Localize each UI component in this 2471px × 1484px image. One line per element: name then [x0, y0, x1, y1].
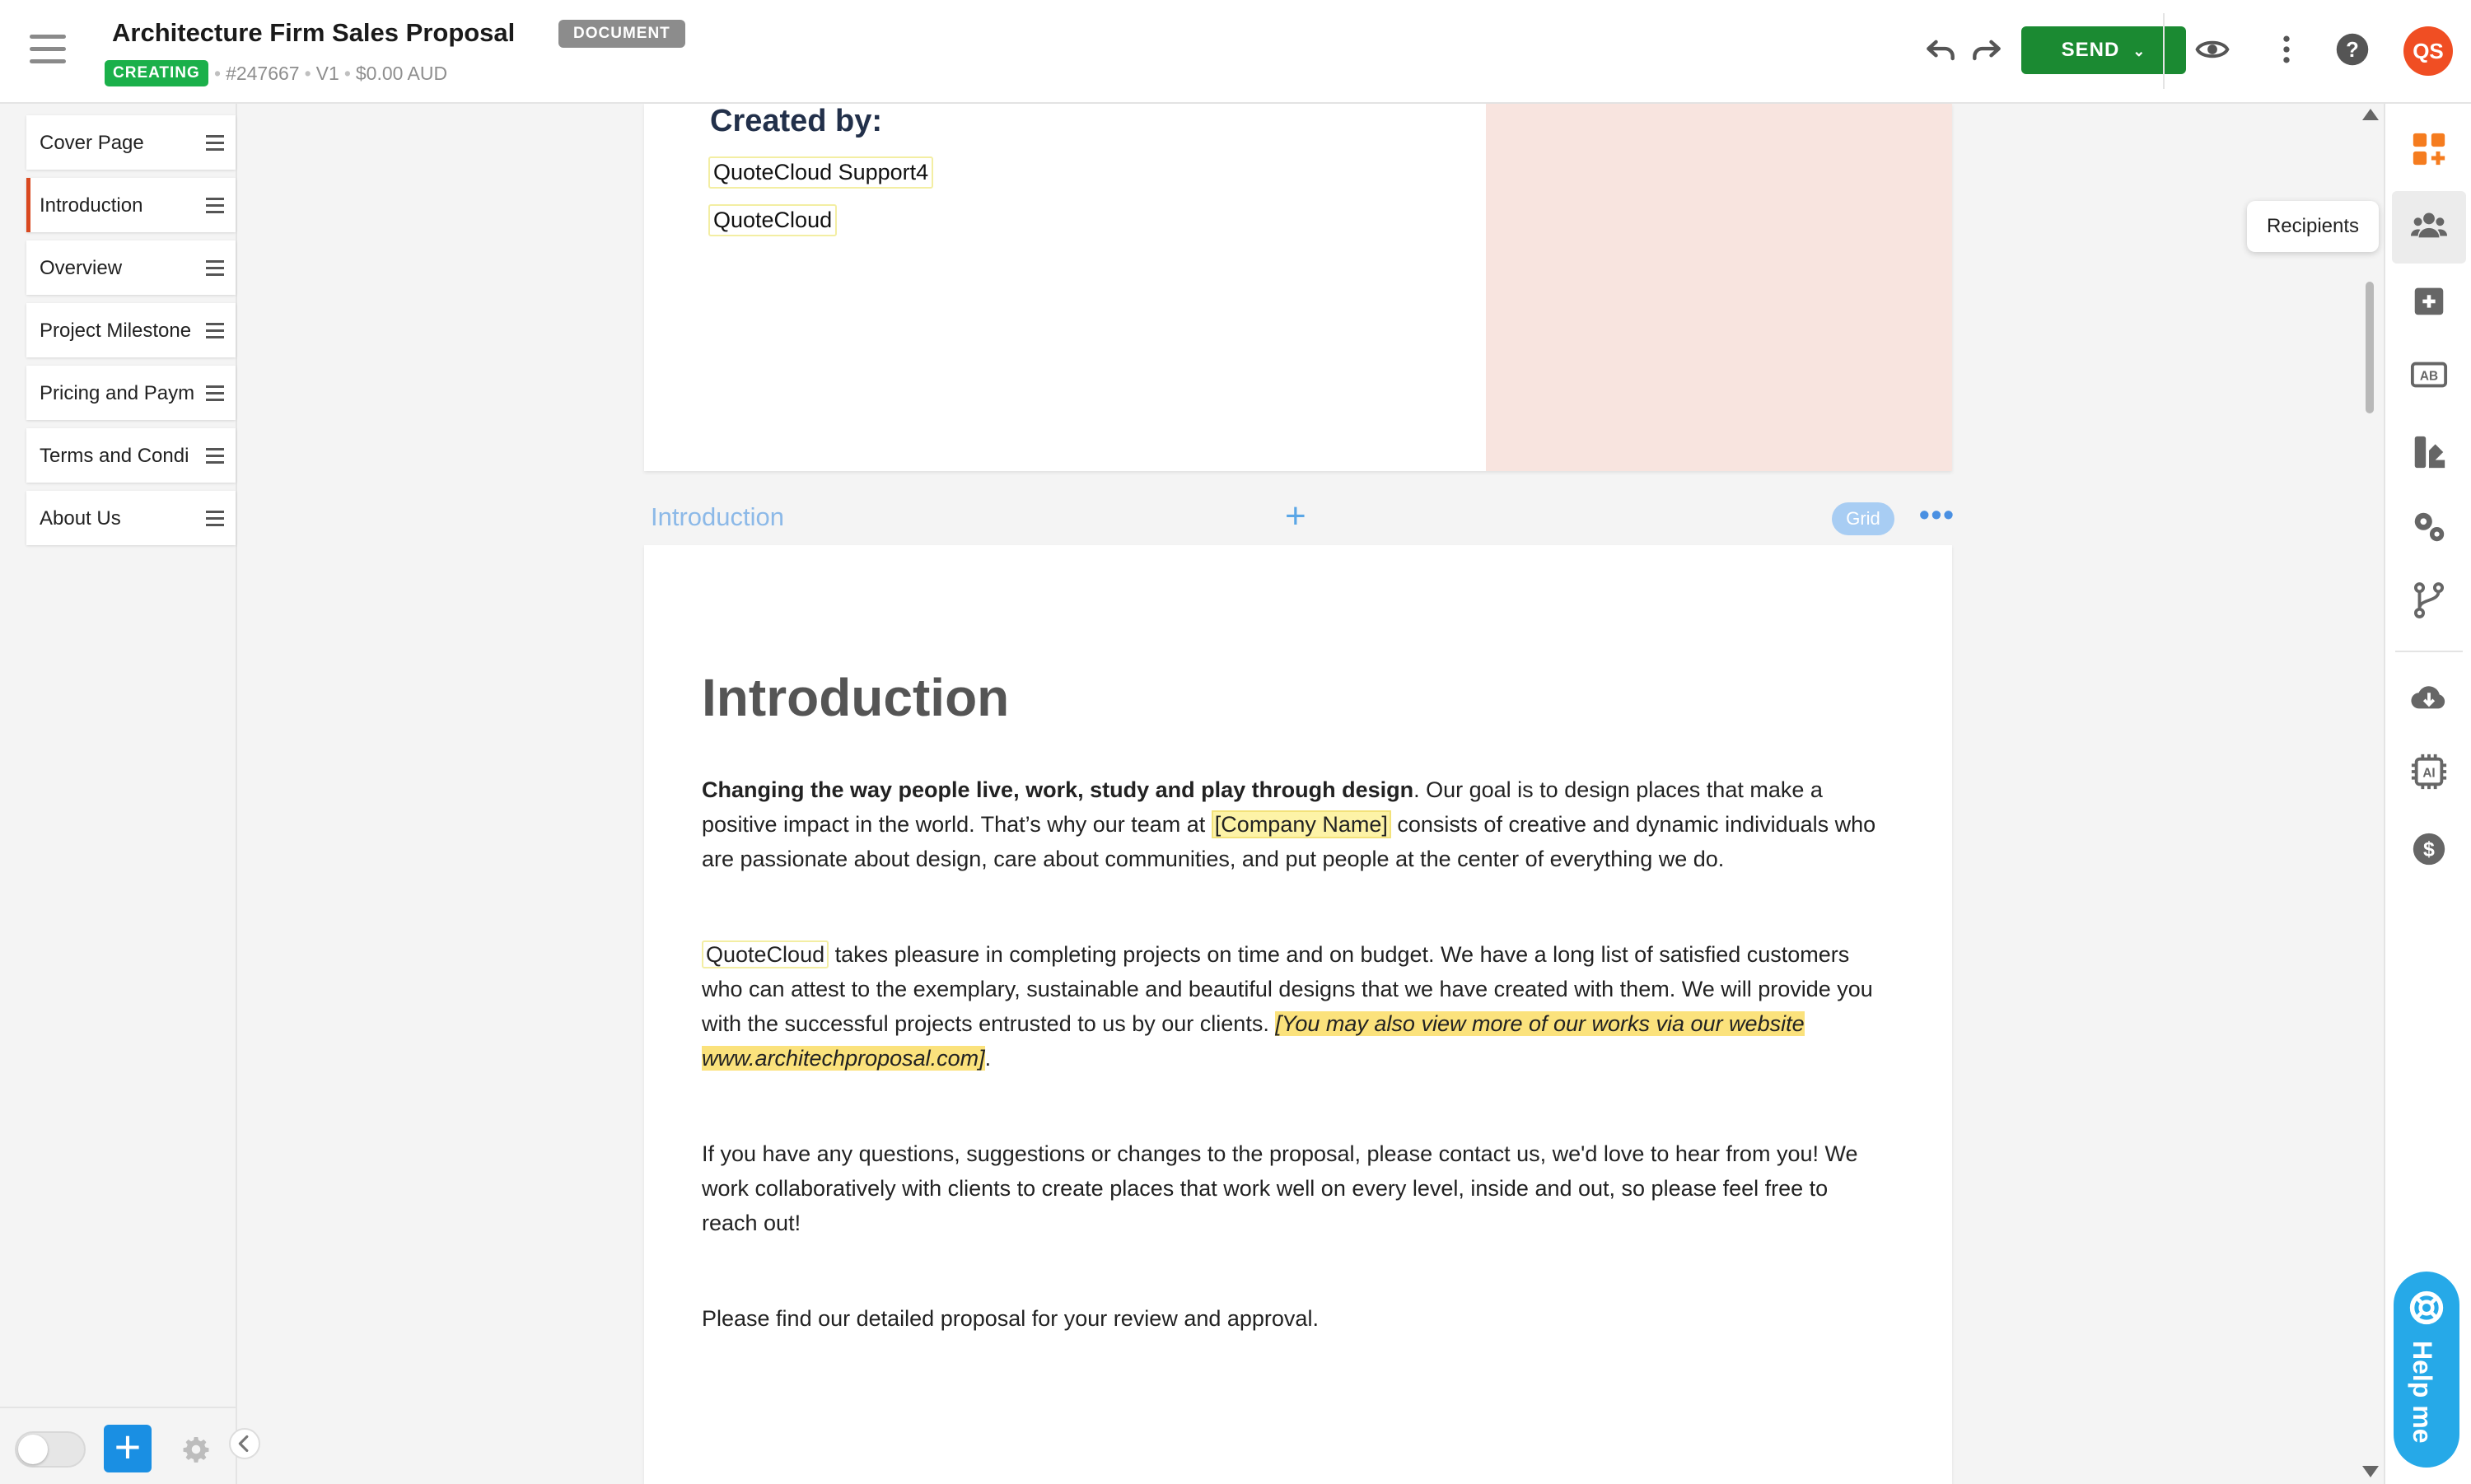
sidebar-item-cover-page[interactable]	[26, 115, 236, 170]
drag-handle-icon[interactable]	[206, 448, 224, 463]
document-amount: $0.00 AUD	[355, 63, 448, 84]
pricing-button[interactable]	[2392, 814, 2466, 886]
collapse-sidebar-icon[interactable]	[229, 1428, 260, 1459]
cloud-download-icon	[2410, 679, 2448, 716]
design-button[interactable]	[2392, 417, 2466, 489]
document-type-badge: DOCUMENT	[558, 20, 685, 48]
text-fields-icon	[2410, 356, 2448, 394]
creator-company-field[interactable]: QuoteCloud	[708, 204, 837, 236]
recipients-icon	[2410, 208, 2448, 245]
document-number: #247667	[226, 63, 300, 84]
svg-text:?: ?	[2346, 39, 2359, 63]
intro-p1-text-a: . Our goal is to design places that make a positive impact in the world. That’s why our team at	[702, 777, 1823, 837]
introduction-heading: Introduction	[702, 668, 1010, 727]
preview-eye-icon[interactable]	[2194, 31, 2230, 68]
recipients-button[interactable]	[2392, 191, 2466, 264]
ai-assistant-button[interactable]	[2392, 736, 2466, 809]
add-section-button[interactable]: +	[104, 1425, 152, 1472]
creator-name-field[interactable]: QuoteCloud Support4	[708, 156, 933, 189]
sidebar-item-label: Introduction	[40, 194, 143, 217]
help-question-icon[interactable]	[2334, 31, 2371, 68]
scrollbar-track[interactable]	[2361, 104, 2380, 1484]
settings-button[interactable]	[2392, 491, 2466, 563]
add-block-button[interactable]	[2392, 114, 2466, 186]
svg-text:AB: AB	[2419, 369, 2439, 384]
send-label: SEND	[2061, 39, 2120, 61]
section-more-icon[interactable]: •••	[1919, 497, 1955, 531]
add-content-plus-icon[interactable]: +	[1285, 496, 1306, 536]
sidebar-item-terms[interactable]	[26, 428, 236, 483]
cover-page	[644, 104, 1952, 471]
settings-gears-icon	[2410, 507, 2448, 545]
sidebar-item-label: Cover Page	[40, 132, 144, 154]
intro-paragraph-1[interactable]	[702, 772, 1888, 876]
add-section-icon	[2410, 282, 2448, 320]
ai-chip-icon	[2410, 753, 2448, 791]
workflow-branch-icon	[2410, 581, 2448, 619]
intro-bold-lead: Changing the way people live, work, study and play through design	[702, 777, 1414, 802]
help-me-label: Help me	[2408, 1341, 2437, 1444]
intro-p2-end: .	[984, 1046, 992, 1071]
hamburger-menu-icon[interactable]	[30, 35, 66, 64]
chevron-down-icon: ⌄	[2132, 43, 2146, 59]
section-header-bar	[644, 496, 1955, 536]
drag-handle-icon[interactable]	[206, 323, 224, 338]
company-name-placeholder[interactable]: [Company Name]	[1212, 810, 1391, 838]
intro-paragraph-4[interactable]: Please find our detailed proposal for your review and approval.	[702, 1306, 1319, 1331]
help-me-button[interactable]	[2394, 1272, 2459, 1468]
drag-handle-icon[interactable]	[206, 135, 224, 150]
introduction-page	[644, 545, 1952, 1484]
document-meta: • #247667 • V1 • $0.00 AUD	[214, 63, 448, 84]
scroll-down-arrow[interactable]	[2362, 1466, 2379, 1477]
toolbar-divider	[2163, 13, 2165, 89]
send-button[interactable]	[2021, 26, 2186, 74]
top-bar	[0, 0, 2471, 104]
intro-paragraph-2[interactable]	[702, 937, 1888, 1076]
section-sidebar	[0, 104, 237, 1484]
undo-icon[interactable]	[1922, 31, 1959, 68]
sidebar-item-introduction[interactable]	[26, 178, 236, 232]
svg-text:$: $	[2423, 838, 2435, 861]
drag-handle-icon[interactable]	[206, 385, 224, 400]
creator-company-wrap	[708, 204, 837, 236]
sidebar-item-pricing[interactable]	[26, 366, 236, 420]
sidebar-item-label: Terms and Condi	[40, 445, 189, 467]
lifebuoy-icon	[2408, 1290, 2445, 1326]
rail-divider	[2395, 651, 2463, 652]
creator-name-wrap	[708, 156, 933, 189]
drag-handle-icon[interactable]	[206, 511, 224, 525]
sidebar-item-label: Project Milestone	[40, 320, 192, 342]
section-name: Introduction	[651, 502, 784, 531]
created-by-label: Created by:	[710, 104, 883, 138]
intro-p1-text-b: consists of creative and dynamic individuals who are passionate about design, care about communities, and put people at the center of everything we do.	[702, 812, 1876, 871]
design-icon	[2410, 433, 2448, 471]
sidebar-item-label: Overview	[40, 257, 123, 279]
status-badge: CREATING	[105, 60, 208, 86]
intro-p2-text-a: takes pleasure in completing projects on time and on budget. We have a long list of satisfied customers who can attest to the exemplary, sustainable and beautiful designs that we have created with them. We will provide you with the successful projects entrusted to us by our clients.	[702, 942, 1873, 1036]
add-block-icon	[2410, 130, 2448, 168]
dollar-icon	[2410, 830, 2448, 868]
document-version: V1	[315, 63, 339, 84]
redo-icon[interactable]	[1969, 31, 2005, 68]
cover-accent-panel	[1486, 104, 1952, 471]
drag-handle-icon[interactable]	[206, 198, 224, 212]
grid-pill[interactable]: Grid	[1832, 502, 1894, 535]
text-fields-button[interactable]	[2392, 339, 2466, 412]
drag-handle-icon[interactable]	[206, 260, 224, 275]
sidebar-item-about-us[interactable]	[26, 491, 236, 545]
sidebar-item-project-milestone[interactable]	[26, 303, 236, 357]
gear-icon[interactable]	[181, 1435, 211, 1464]
website-placeholder[interactable]: [You may also view more of our works via our website www.architechproposal.com]	[702, 1011, 1805, 1071]
more-vertical-icon[interactable]	[2268, 31, 2305, 68]
toggle-knob	[18, 1435, 48, 1464]
company-token-field[interactable]: QuoteCloud	[702, 940, 829, 968]
workflow-button[interactable]	[2392, 565, 2466, 637]
sidebar-item-overview[interactable]	[26, 240, 236, 295]
document-title: Architecture Firm Sales Proposal	[112, 18, 516, 47]
sidebar-item-label: About Us	[40, 507, 121, 530]
view-toggle[interactable]	[15, 1431, 86, 1468]
user-avatar[interactable]: QS	[2403, 26, 2453, 76]
add-section-rail-button[interactable]	[2392, 265, 2466, 338]
recipients-tooltip: Recipients	[2247, 201, 2379, 252]
sidebar-footer	[0, 1407, 236, 1484]
cloud-download-button[interactable]	[2392, 662, 2466, 735]
scrollbar-thumb[interactable]	[2366, 282, 2374, 413]
sidebar-item-label: Pricing and Paym	[40, 382, 195, 404]
svg-text:AI: AI	[2422, 766, 2436, 781]
intro-paragraph-3[interactable]: If you have any questions, suggestions or changes to the proposal, please contact us, we'd love to hear from you! We work collaboratively with clients to create places that work well on every level, inside and out, so please feel free to reach out!	[702, 1141, 1858, 1235]
